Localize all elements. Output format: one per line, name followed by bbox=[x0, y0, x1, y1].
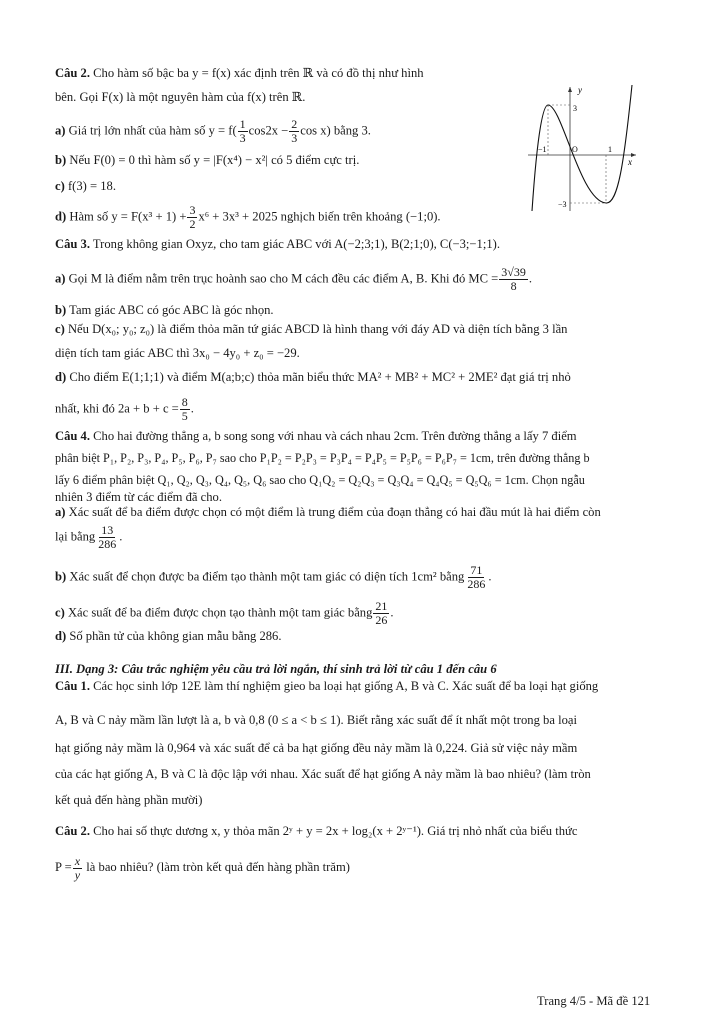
q3-option-b bbox=[55, 302, 274, 318]
frac-num: 8 bbox=[181, 395, 188, 409]
q2-d-text2: x⁶ + 3x³ + 2025 nghịch biến trên khoảng (−1;0). bbox=[198, 209, 441, 224]
s3-q2-head: Câu 2. bbox=[55, 824, 90, 838]
y-axis-arrow-icon bbox=[568, 87, 572, 92]
q2-intro2: bên. Gọi F(x) là một nguyên hàm của f(x) trên ℝ. bbox=[55, 90, 306, 104]
tick-1: 1 bbox=[608, 145, 612, 154]
frac-num: 71 bbox=[470, 563, 483, 577]
frac-num: 21 bbox=[375, 599, 388, 613]
frac-num: x bbox=[74, 853, 81, 868]
q4-c-end: . bbox=[390, 605, 394, 620]
q2-intro1: Cho hàm số bậc ba y = f(x) xác định trên ℝ và có đồ thị như hình bbox=[93, 66, 424, 80]
frac-den: y bbox=[74, 867, 81, 882]
q3-a-label: a) bbox=[55, 271, 66, 286]
frac-num: 13 bbox=[101, 523, 114, 537]
q3-option-a bbox=[55, 266, 532, 293]
tick-3: 3 bbox=[573, 104, 577, 113]
frac-den: 5 bbox=[181, 409, 188, 423]
q3-option-c-line1 bbox=[55, 321, 567, 337]
s3-q1-head: Câu 1. bbox=[55, 679, 90, 693]
s3-q2-line1 bbox=[55, 823, 577, 839]
q2-a-label: a) bbox=[55, 123, 66, 138]
q2-intro-line1 bbox=[55, 65, 424, 81]
q3-head: Câu 3. bbox=[55, 237, 90, 251]
frac-num: 3 bbox=[189, 203, 196, 217]
q2-intro-line2 bbox=[55, 89, 305, 105]
q3-option-d-line2 bbox=[55, 396, 194, 423]
y-label: y bbox=[578, 85, 582, 95]
s3-q1-line3 bbox=[55, 740, 577, 756]
q4-d-text: Số phần tử của không gian mẫu bằng 286. bbox=[69, 629, 282, 643]
q3-option-c-line2 bbox=[55, 345, 300, 361]
q3-b-label: b) bbox=[55, 303, 67, 317]
s3-q1-l3: hạt giống nảy mầm là 0,964 và xác suất để cả ba hạt giống đều nảy mầm là 0,224. Giả sử việc nảy mầm bbox=[55, 741, 578, 755]
q3-d-end: . bbox=[190, 401, 194, 416]
cubic-curve bbox=[532, 85, 632, 211]
q4-line4 bbox=[55, 489, 222, 505]
s3-q1-line2 bbox=[55, 712, 577, 728]
q2-a-text3: cos x) bằng 3. bbox=[300, 123, 371, 138]
q4-option-d bbox=[55, 628, 282, 644]
s3-q1-l2: A, B và C nảy mầm lần lượt là a, b và 0,8 (0 ≤ a < b ≤ 1). Biết rằng xác suất để ít nhất một trong ba loại bbox=[55, 713, 577, 727]
q4-option-b bbox=[55, 564, 491, 591]
q2-c-text: f(3) = 18. bbox=[67, 179, 116, 193]
q2-option-a bbox=[55, 118, 371, 145]
q4-b-frac bbox=[465, 564, 487, 591]
s3-q2-frac bbox=[73, 855, 82, 882]
q4-a-text1: Xác suất để ba điểm được chọn có một điểm là trung điểm của đoạn thẳng có hai đầu mút là hai điểm còn bbox=[68, 505, 601, 519]
q2-a-text1: Giá trị lớn nhất của hàm số y = f( bbox=[68, 123, 237, 138]
s3-q2-l2: là bao nhiêu? (làm tròn kết quả đến hàng phần trăm) bbox=[86, 860, 350, 874]
q2-head: Câu 2. bbox=[55, 66, 90, 80]
q4-l4: nhiên 3 điểm từ các điểm đã cho. bbox=[55, 490, 222, 504]
frac-den: 3 bbox=[239, 131, 246, 145]
q4-b-end: . bbox=[488, 569, 492, 584]
q4-line2 bbox=[55, 450, 590, 466]
q4-l2: phân biệt P₁, P₂, P₃, P₄, P₅, P₆, P₇ sao cho P₁P₂ = P₂P₃ = P₃P₄ = P₄P₅ = P₅P₆ = P₆P₇ = 1cm, trên đường thẳng b bbox=[55, 451, 590, 465]
q2-a-text2: cos2x − bbox=[248, 123, 289, 138]
frac-num: 1 bbox=[239, 117, 246, 131]
q4-a-end: . bbox=[119, 529, 123, 544]
q2-option-b bbox=[55, 152, 359, 168]
section-3-title: III. Dạng 3: Câu trắc nghiệm yêu cầu trả lời ngắn, thí sinh trả lời từ câu 1 đến câu 6 bbox=[55, 662, 497, 676]
s3-q1-line4 bbox=[55, 766, 591, 782]
q2-b-text: Nếu F(0) = 0 thì hàm số y = |F(x⁴) − x²| có 5 điểm cực trị. bbox=[69, 153, 360, 167]
frac-den: 2 bbox=[189, 217, 196, 231]
origin-label: O bbox=[572, 145, 578, 154]
q3-intro bbox=[55, 236, 500, 252]
tick-minus-1: −1 bbox=[538, 145, 547, 154]
tick-minus-3: −3 bbox=[558, 200, 567, 209]
q4-a-text2: lại bằng bbox=[55, 529, 96, 544]
q2-d-text1: Hàm số y = F(x³ + 1) + bbox=[69, 209, 187, 224]
q4-a-frac bbox=[96, 524, 118, 551]
q3-intro-text: Trong không gian Oxyz, cho tam giác ABC với A(−2;3;1), B(2;1;0), C(−3;−1;1). bbox=[92, 237, 500, 251]
frac-den: 26 bbox=[375, 613, 388, 627]
q4-option-c bbox=[55, 600, 394, 627]
q4-l3: lấy 6 điểm phân biệt Q₁, Q₂, Q₃, Q₄, Q₅, Q₆ sao cho Q₁Q₂ = Q₂Q₃ = Q₃Q₄ = Q₄Q₅ = Q₅Q₆ = 1cm. Chọn ngẫu bbox=[55, 473, 585, 487]
s3-q1-l1: Các học sinh lớp 12E làm thí nghiệm gieo ba loại hạt giống A, B và C. Xác suất để ba loại hạt giống bbox=[93, 679, 599, 693]
q2-b-label: b) bbox=[55, 153, 67, 167]
page-footer: Trang 4/5 - Mã đề 121 bbox=[537, 994, 651, 1008]
s3-q1-line1 bbox=[55, 678, 598, 694]
s3-q2-line2 bbox=[55, 852, 350, 882]
q4-b-label: b) bbox=[55, 569, 67, 584]
frac-den: 286 bbox=[467, 577, 486, 591]
q3-b-text: Tam giác ABC có góc ABC là góc nhọn. bbox=[69, 303, 274, 317]
q3-d-frac bbox=[180, 396, 190, 423]
frac-den: 3 bbox=[291, 131, 298, 145]
s3-q2-l1: Cho hai số thực dương x, y thỏa mãn 2ʸ + y = 2x + log₂(x + 2ʸ⁻¹). Giá trị nhỏ nhất của biểu thức bbox=[93, 824, 578, 838]
q2-c-label: c) bbox=[55, 179, 65, 193]
s3-q1-l5: kết quả đến hàng phần mười) bbox=[55, 793, 203, 807]
q3-d-label: d) bbox=[55, 370, 67, 384]
q3-c-text1: Nếu D(x₀; y₀; z₀) là điểm thỏa mãn tứ giác ABCD là hình thang với đáy AD và diện tích bằng 3 lần bbox=[67, 322, 568, 336]
q2-a-frac2 bbox=[289, 118, 299, 145]
cubic-graph-figure bbox=[528, 83, 638, 213]
q2-d-label: d) bbox=[55, 209, 67, 224]
q3-c-label: c) bbox=[55, 322, 65, 336]
q4-d-label: d) bbox=[55, 629, 67, 643]
frac-den: 8 bbox=[510, 279, 517, 293]
x-label: x bbox=[628, 157, 632, 167]
q4-c-label: c) bbox=[55, 605, 65, 620]
q3-option-d-line1 bbox=[55, 369, 571, 385]
q3-a-text: Gọi M là điểm nằm trên trục hoành sao cho M cách đều các điểm A, B. Khi đó MC = bbox=[68, 271, 499, 286]
q3-d-text2: nhất, khi đó 2a + b + c = bbox=[55, 401, 179, 416]
q4-b-text: Xác suất để chọn được ba điểm tạo thành một tam giác có diện tích 1cm² bằng bbox=[69, 569, 465, 584]
q3-a-end: . bbox=[528, 271, 533, 286]
q4-line3 bbox=[55, 472, 585, 488]
frac-den: 286 bbox=[98, 537, 117, 551]
q3-c-text2: diện tích tam giác ABC thì 3x₀ − 4y₀ + z₀ = −29. bbox=[55, 346, 300, 360]
frac-num: 2 bbox=[291, 117, 298, 131]
s3-q1-line5 bbox=[55, 792, 202, 808]
s3-q2-p: P = bbox=[55, 860, 72, 874]
q4-option-a-line2 bbox=[55, 524, 122, 551]
q4-line1 bbox=[55, 428, 577, 444]
q4-a-label: a) bbox=[55, 505, 66, 519]
q2-a-frac1 bbox=[238, 118, 248, 145]
q2-option-c bbox=[55, 178, 116, 194]
s3-q1-l4: của các hạt giống A, B và C là độc lập với nhau. Xác suất để hạt giống A nảy mầm là bao nhiêu? (làm tròn bbox=[55, 767, 591, 781]
q2-d-frac bbox=[187, 204, 197, 231]
q4-head: Câu 4. bbox=[55, 429, 90, 443]
q3-d-text1: Cho điểm E(1;1;1) và điểm M(a;b;c) thỏa mãn biểu thức MA² + MB² + MC² + 2ME² đạt giá trị nhỏ bbox=[69, 370, 571, 384]
q3-a-frac bbox=[499, 266, 528, 293]
frac-num: 3√39 bbox=[501, 265, 526, 279]
q4-option-a-line1 bbox=[55, 504, 601, 520]
q2-option-d bbox=[55, 204, 441, 231]
q4-c-frac bbox=[373, 600, 389, 627]
q4-c-text: Xác suất để ba điểm được chọn tạo thành một tam giác bằng bbox=[67, 605, 373, 620]
q4-l1: Cho hai đường thẳng a, b song song với nhau và cách nhau 2cm. Trên đường thẳng a lấy 7 điểm bbox=[93, 429, 577, 443]
